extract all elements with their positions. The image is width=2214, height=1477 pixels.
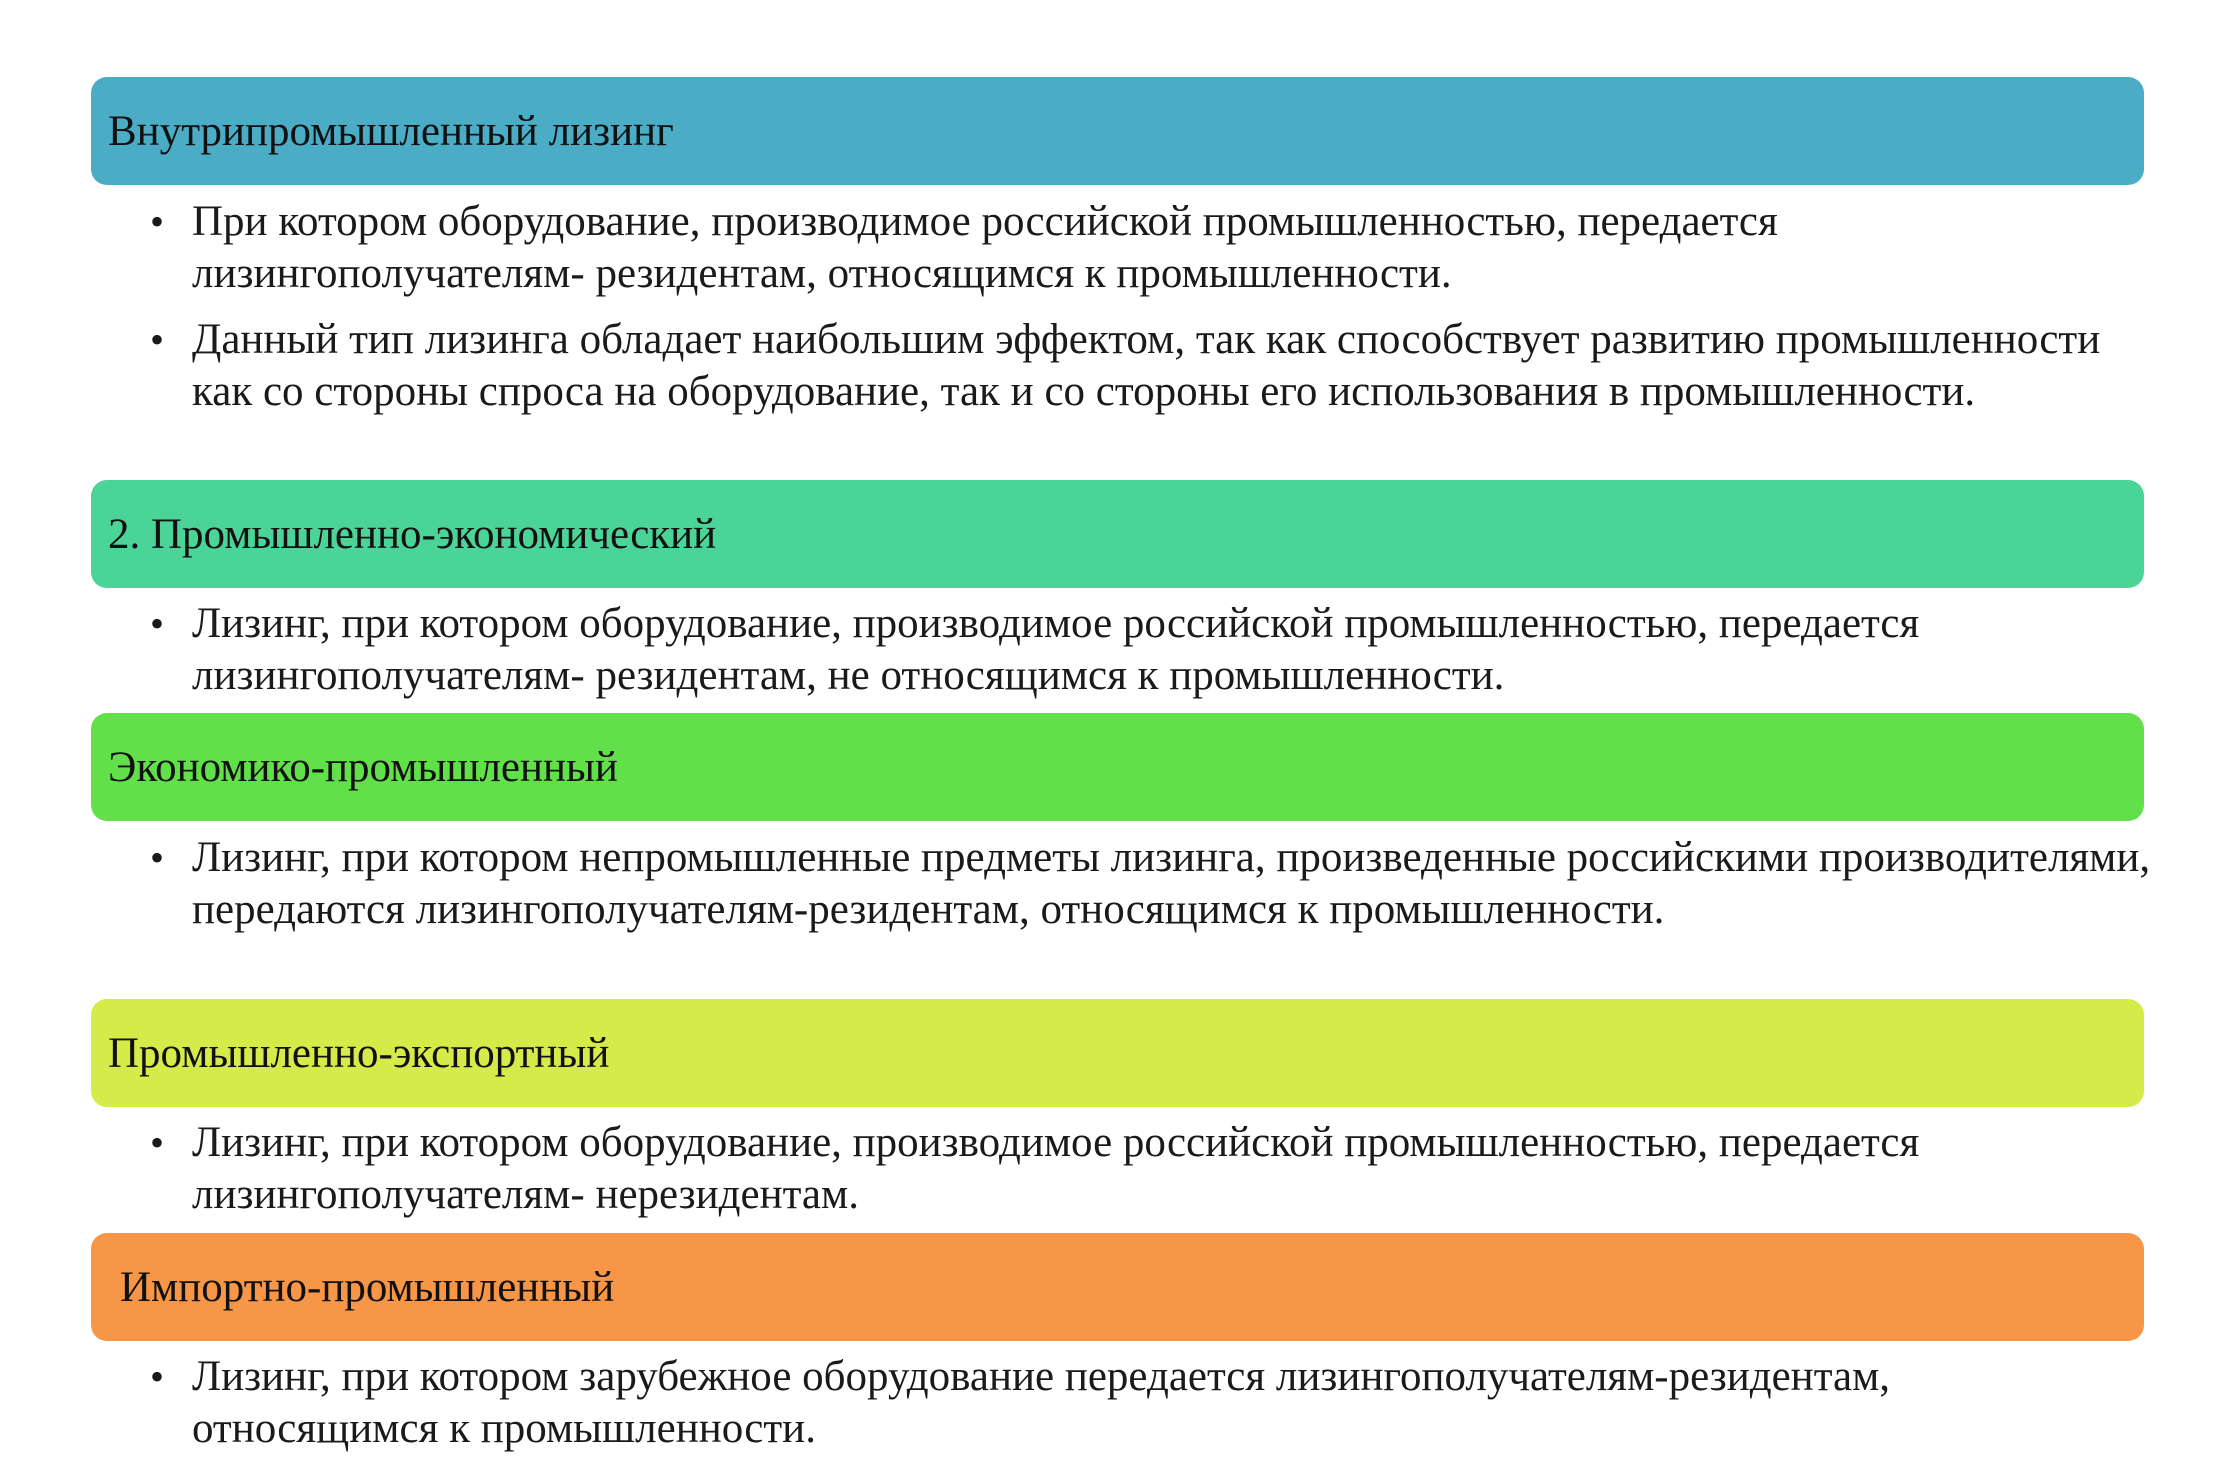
section-title: 2. Промышленно-экономический <box>108 510 717 558</box>
list-item <box>150 1117 2152 1221</box>
bullet-text: Лизинг, при котором оборудование, производимое российской промышленностью, передается лизингополучателям- нерезидентам. <box>192 1119 1920 1218</box>
bullet-text: Лизинг, при котором зарубежное оборудование передается лизингополучателям-резидентам, относящимся к промышленности. <box>192 1353 1891 1452</box>
section-bullets-4 <box>150 1117 2140 1235</box>
list-item <box>150 314 2122 418</box>
section-header-2 <box>91 480 2144 588</box>
section-bullets-5 <box>150 1351 2140 1469</box>
bullet-icon: • <box>150 1120 165 1165</box>
list-item <box>150 598 2152 702</box>
bullet-icon: • <box>150 1354 165 1399</box>
bullet-icon: • <box>150 199 165 244</box>
list-item <box>150 832 2182 936</box>
bullet-icon: • <box>150 601 165 646</box>
section-title: Промышленно-экспортный <box>108 1029 610 1077</box>
section-title: Экономико-промышленный <box>108 743 618 791</box>
section-header-5 <box>91 1233 2144 1341</box>
section-bullets-3 <box>150 832 2151 950</box>
section-title: Внутрипромышленный лизинг <box>108 107 674 155</box>
bullet-text: Данный тип лизинга обладает наибольшим эффектом, так как способствует развитию промышленности как со стороны спроса на оборудование, так и со стороны его использования в промышленности. <box>192 316 2101 415</box>
list-item <box>150 1351 2052 1455</box>
bullet-text: Лизинг, при котором непромышленные предметы лизинга, произведенные российскими производителями, передаются лизингополучателям-резидентам, относящимся к промышленности. <box>192 834 2151 933</box>
list-item <box>150 196 2122 300</box>
section-header-3 <box>91 713 2144 821</box>
section-header-4 <box>91 999 2144 1107</box>
bullet-icon: • <box>150 317 165 362</box>
section-bullets-2 <box>150 598 2140 716</box>
bullet-icon: • <box>150 835 165 880</box>
section-title: Импортно-промышленный <box>120 1263 615 1311</box>
section-bullets-1 <box>150 196 2140 432</box>
bullet-text: При котором оборудование, производимое российской промышленностью, передается лизингополучателям- резидентам, относящимся к промышленности. <box>192 198 1778 297</box>
bullet-text: Лизинг, при котором оборудование, производимое российской промышленностью, передается лизингополучателям- резидентам, не относящимся к промышленности. <box>192 600 1920 699</box>
section-header-1 <box>91 77 2144 185</box>
